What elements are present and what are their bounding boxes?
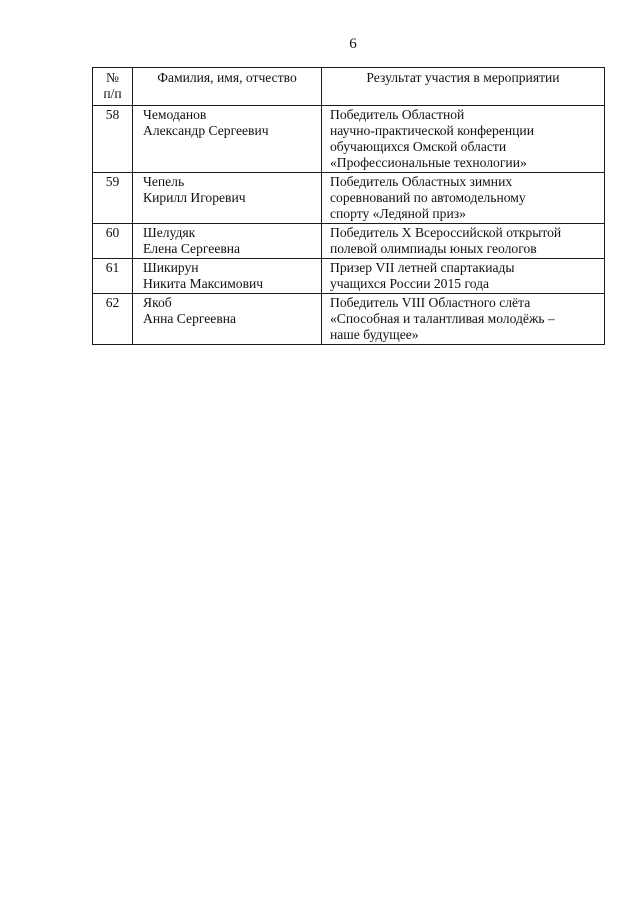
header-result: Результат участия в мероприятии <box>322 68 605 106</box>
row-number: 58 <box>93 106 133 173</box>
table-header-row <box>93 68 605 106</box>
table-row <box>93 106 605 173</box>
row-number: 59 <box>93 173 133 224</box>
header-number <box>93 68 133 106</box>
table-row <box>93 173 605 224</box>
participation-result <box>322 224 605 259</box>
participant-surname: Шикирун <box>143 260 199 275</box>
participant-given-names: Анна Сергеевна <box>143 311 237 326</box>
row-number: 62 <box>93 294 133 345</box>
result-line: Победитель X Всероссийской открытой <box>330 225 562 240</box>
participant-name <box>133 224 322 259</box>
result-line: научно-практической конференции <box>330 123 534 138</box>
participant-name <box>133 106 322 173</box>
participation-result <box>322 294 605 345</box>
participant-surname: Чепель <box>143 174 185 189</box>
result-line: учащихся России 2015 года <box>330 276 490 291</box>
participant-surname: Чемоданов <box>143 107 207 122</box>
participant-given-names: Александр Сергеевич <box>143 123 269 138</box>
page-number: 6 <box>349 36 357 52</box>
table-row <box>93 259 605 294</box>
result-line: полевой олимпиады юных геологов <box>330 241 537 256</box>
row-number: 60 <box>93 224 133 259</box>
participant-surname: Якоб <box>143 295 172 310</box>
participant-given-names: Кирилл Игоревич <box>143 190 246 205</box>
participant-given-names: Никита Максимович <box>143 276 264 291</box>
result-line: спорту «Ледяной приз» <box>330 206 466 221</box>
result-line: Победитель Областных зимних <box>330 174 513 189</box>
result-line: соревнований по автомодельному <box>330 190 526 205</box>
participation-result <box>322 259 605 294</box>
header-number-abbrev: п/п <box>103 86 122 101</box>
result-line: Призер VII летней спартакиады <box>330 260 515 275</box>
participation-result <box>322 106 605 173</box>
result-line: наше будущее» <box>330 327 419 342</box>
participant-surname: Шелудяк <box>143 225 196 240</box>
table-row <box>93 294 605 345</box>
result-line: обучающихся Омской области <box>330 139 507 154</box>
result-line: Победитель VIII Областного слёта <box>330 295 531 310</box>
participant-name <box>133 294 322 345</box>
participants-table <box>92 67 605 345</box>
header-number-symbol: № <box>106 70 119 85</box>
participant-name <box>133 259 322 294</box>
participant-given-names: Елена Сергеевна <box>143 241 241 256</box>
result-line: «Профессиональные технологии» <box>330 155 527 170</box>
result-line: Победитель Областной <box>330 107 465 122</box>
participation-result <box>322 173 605 224</box>
table-row <box>93 224 605 259</box>
row-number: 61 <box>93 259 133 294</box>
header-full-name: Фамилия, имя, отчество <box>133 68 322 106</box>
participant-name <box>133 173 322 224</box>
result-line: «Способная и талантливая молодёжь – <box>330 311 555 326</box>
